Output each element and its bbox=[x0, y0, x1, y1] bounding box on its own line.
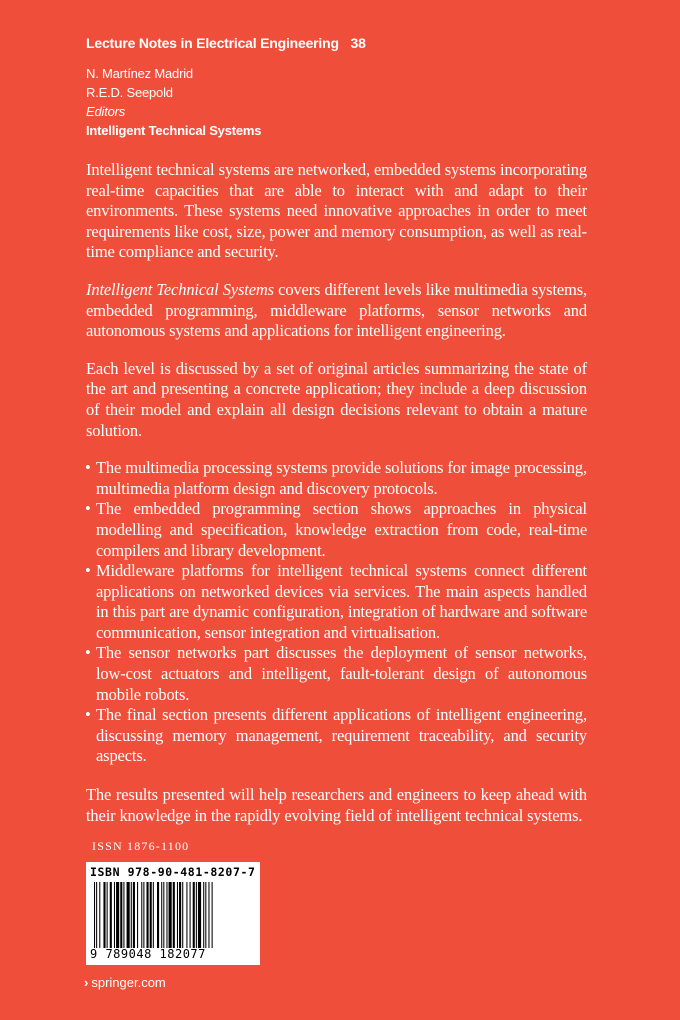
barcode-bar bbox=[161, 882, 162, 948]
barcode-bar bbox=[203, 882, 204, 948]
barcode-bar bbox=[114, 882, 115, 948]
barcode-bar bbox=[179, 882, 181, 948]
barcode-bar bbox=[157, 882, 159, 948]
barcode-bar bbox=[131, 882, 132, 948]
description-paragraph: The results presented will help researchers and engineers to keep ahead with their knowledge in the rapidly evolving field of intelligent technical systems. bbox=[86, 785, 587, 825]
barcode-bars bbox=[94, 882, 252, 948]
editors-block bbox=[86, 64, 261, 140]
editor-name: N. Martínez Madrid bbox=[86, 66, 193, 81]
barcode-bar bbox=[103, 882, 105, 948]
bullet-item: • The final section presents different applications of intelligent engineering, discussing memory management, requirement traceability, and security aspects. bbox=[86, 705, 587, 767]
bullet-item: • The embedded programming section shows approaches in physical modelling and specification, knowledge extraction from code, real-time compilers and library development. bbox=[86, 499, 587, 561]
series-line bbox=[86, 35, 366, 51]
chevron-right-icon: › bbox=[84, 975, 89, 990]
barcode-bar bbox=[150, 882, 152, 948]
barcode-bar bbox=[190, 882, 191, 948]
description-paragraph: Intelligent technical systems are networked, embedded systems incorporating real-time capacities that are able to interact with and adapt to their environments. These systems need innovative approaches in order to meet requirements like cost, size, power and memory consumption, as well as real-time compliance and security. bbox=[86, 160, 587, 262]
barcode-bar bbox=[205, 882, 206, 948]
barcode-bar bbox=[96, 882, 97, 948]
barcode-bar bbox=[110, 882, 112, 948]
paragraph-text: covers different levels like multimedia systems, embedded programming, middleware platforms, sensor networks and autonomous systems and applications for intelligent engineering. bbox=[86, 279, 587, 341]
bullet-list bbox=[86, 458, 587, 767]
description bbox=[86, 160, 587, 843]
barcode-bar bbox=[127, 882, 130, 948]
bullet-item: • The sensor networks part discusses the deployment of sensor networks, low-cost actuators and intelligent, fault-tolerant design of autonomous mobile robots. bbox=[86, 643, 587, 705]
barcode-bar bbox=[137, 882, 138, 948]
italic-title: Intelligent Technical Systems bbox=[86, 279, 274, 299]
bullet-item: • The multimedia processing systems provide solutions for image processing, multimedia platform design and discovery protocols. bbox=[86, 458, 587, 499]
barcode-bar bbox=[120, 882, 122, 948]
barcode-bar bbox=[208, 882, 209, 948]
barcode-bar bbox=[166, 882, 167, 948]
publisher-url: springer.com bbox=[91, 975, 166, 990]
series-name: Lecture Notes in Electrical Engineering bbox=[86, 35, 339, 51]
barcode-bar bbox=[212, 882, 213, 948]
barcode-bar bbox=[173, 882, 175, 948]
barcode-bar bbox=[133, 882, 135, 948]
barcode-bar bbox=[198, 882, 201, 948]
editors-role: Editors bbox=[86, 104, 126, 119]
barcode-box bbox=[86, 862, 260, 965]
barcode-bar bbox=[99, 882, 100, 948]
barcode-bar bbox=[163, 882, 164, 948]
barcode-digits: 9 789048 182077 bbox=[90, 947, 206, 961]
barcode-bar bbox=[141, 882, 142, 948]
barcode-bar bbox=[123, 882, 124, 948]
barcode-bar bbox=[186, 882, 187, 948]
barcode-bar bbox=[177, 882, 178, 948]
barcode-bar bbox=[143, 882, 144, 948]
book-title: Intelligent Technical Systems bbox=[86, 123, 262, 138]
barcode-bar bbox=[94, 882, 95, 948]
barcode-bar bbox=[116, 882, 119, 948]
description-paragraph: Each level is discussed by a set of original articles summarizing the state of the art and presenting a concrete application; they include a deep discussion of their model and explain all design decisions relevant to obtain a mature solution. bbox=[86, 358, 587, 440]
barcode-bar bbox=[169, 882, 172, 948]
publisher-link[interactable] bbox=[84, 975, 166, 990]
barcode-bar bbox=[147, 882, 149, 948]
barcode-bar bbox=[153, 882, 154, 948]
description-paragraph bbox=[86, 280, 587, 342]
barcode-bar bbox=[107, 882, 108, 948]
series-volume: 38 bbox=[350, 35, 366, 51]
isbn-label: ISBN 978-90-481-8207-7 bbox=[90, 865, 256, 879]
editor-name: R.E.D. Seepold bbox=[86, 85, 173, 100]
issn: ISSN 1876-1100 bbox=[92, 839, 190, 853]
bullet-item: • Middleware platforms for intelligent technical systems connect different applications on networked devices via services. The main aspects handled in this part are dynamic configuration, integration of hardware and software communication, sensor integration and virtualisation. bbox=[86, 561, 587, 643]
barcode-bar bbox=[193, 882, 195, 948]
barcode-bar bbox=[182, 882, 183, 948]
barcode-bar bbox=[196, 882, 197, 948]
